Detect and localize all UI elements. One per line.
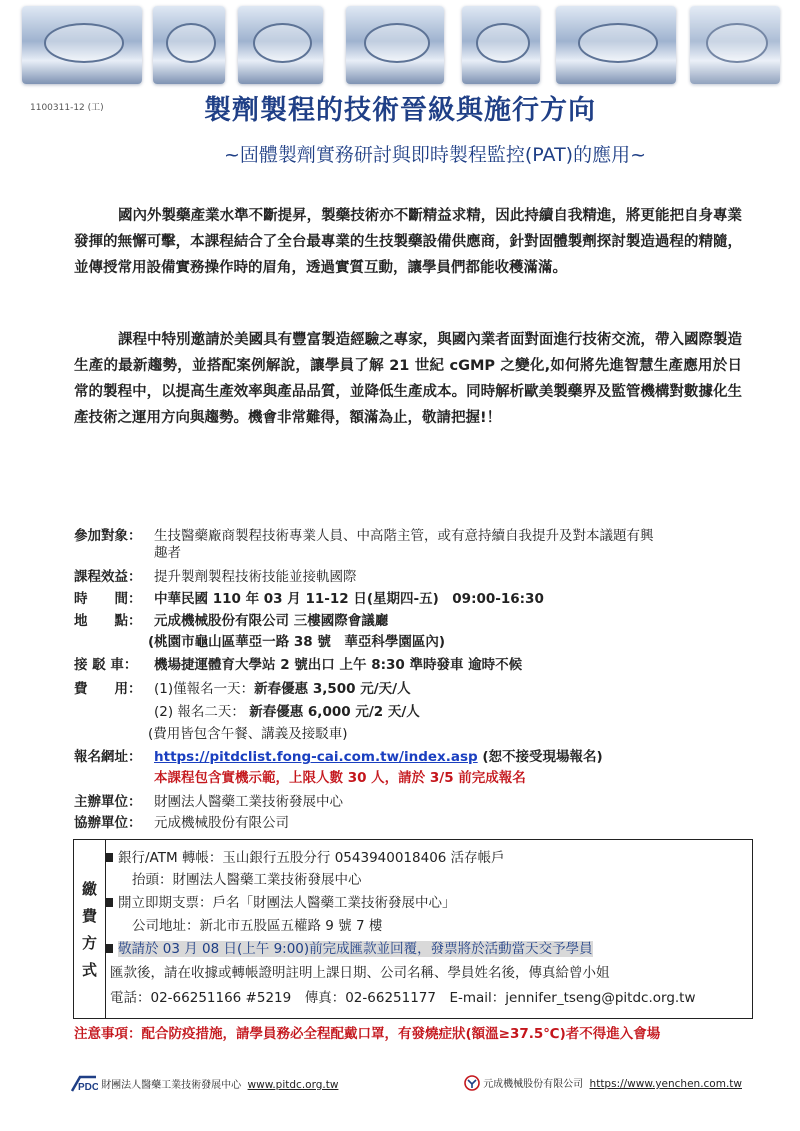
svg-text:PDC: PDC — [78, 1082, 98, 1093]
yenchen-logo-icon — [464, 1075, 480, 1091]
info-co-host: 協辦單位： 元成機械股份有限公司 — [74, 815, 289, 831]
machine-image — [346, 6, 444, 84]
intro-paragraph-1 — [74, 203, 742, 281]
payment-payee: 抬頭：財團法人醫藥工業技術發展中心 — [132, 872, 362, 888]
bullet-icon — [106, 853, 113, 862]
info-audience: 參加對象： 生技醫藥廠商製程技術專業人員、中高階主管，或有意持續自我提升及對本議題有興 — [74, 528, 654, 544]
page-title: 製劑製程的技術晉級與施行方向 — [204, 95, 596, 126]
registration-warning: 本課程包含實機示範，上限人數 30 人，請於 3/5 前完成報名 — [154, 770, 526, 786]
info-registration: 報名網址： https://pitdclist.fong-cai.com.tw/index.asp (恕不接受現場報名) — [74, 749, 603, 765]
footer-left: PDC 財團法人醫藥工業技術發展中心 www.pitdc.org.tw — [70, 1075, 338, 1093]
course-info — [74, 526, 764, 836]
info-host: 主辦單位： 財團法人醫藥工業技術發展中心 — [74, 794, 343, 810]
info-fee-note: (費用皆包含午餐、講義及接駁車) — [148, 726, 348, 742]
machine-image — [238, 6, 323, 84]
payment-contact: 電話：02-66251166 #5219 傳真：02-66251177 E-mail：jennifer_tseng@pitdc.org.tw — [110, 990, 696, 1006]
yenchen-link[interactable]: https://www.yenchen.com.tw — [589, 1078, 742, 1090]
payment-address: 公司地址：新北市五股區五權路 9 號 7 樓 — [132, 918, 383, 934]
machine-image — [556, 6, 676, 84]
info-fee: 費 用： (1)僅報名一天：新春優惠 3,500 元/天/人 — [74, 681, 411, 697]
machine-image — [153, 6, 225, 84]
bullet-icon — [106, 898, 113, 907]
info-place-address: (桃園市龜山區華亞一路 38 號 華亞科學園區內) — [148, 634, 446, 650]
machine-image — [462, 6, 540, 84]
intro-text-1: 國內外製藥產業水準不斷提昇，製藥技術亦不斷精益求精，因此持續自我精進，將更能把自身專業發揮的無懈可擊，本課程結合了全台最專業的生技製藥設備供應商，針對固體製劑探討製造過程的精隨，並傳授常用設備實務操作時的眉角，透過實質互動，讓學員們都能收穫滿滿。 — [74, 208, 742, 276]
payment-box — [73, 839, 753, 1019]
bullet-icon — [106, 944, 113, 953]
payment-label: 繳 費 方 式 — [74, 840, 106, 1018]
footer-right: 元成機械股份有限公司 https://www.yenchen.com.tw — [464, 1075, 742, 1091]
payment-deadline: 敬請於 03 月 08 日(上午 9:00)前完成匯款並回覆，發票將於活動當天交予學員 — [106, 937, 593, 957]
payment-instructions: 匯款後，請在收據或轉帳證明註明上課日期、公司名稱、學員姓名後，傳真給曾小姐 — [110, 965, 610, 981]
intro-text-2: 課程中特別邀請於美國具有豐富製造經驗之專家，與國內業者面對面進行技術交流，帶入國際製造生產的最新趨勢，並搭配案例解說，讓學員了解 21 世紀 cGMP 之變化,如何將先進智慧生產應用於日常的製程中，以提高生產效率與產品品質，並降低生產成本。同時解析歐美製藥界及監管機構對數據化生產技術之運用方向與趨勢。機會非常難得，額滿為止，敬請把握!！ — [74, 332, 742, 426]
info-time: 時 間： 中華民國 110 年 03 月 11-12 日(星期四-五) 09:00-16:30 — [74, 591, 544, 607]
payment-check: 開立即期支票：戶名「財團法人醫藥工業技術發展中心」 — [106, 891, 456, 911]
pitdc-logo-icon — [70, 1075, 98, 1093]
payment-bank: 銀行/ATM 轉帳：玉山銀行五股分行 0543940018406 活存帳戶 — [106, 846, 505, 866]
header-banner — [0, 0, 800, 92]
intro-paragraph-2 — [74, 327, 742, 431]
document-code: 1100311-12 (工) — [30, 103, 104, 113]
info-benefit: 課程效益： 提升製劑製程技術技能並接軌國際 — [74, 569, 357, 585]
info-shuttle: 接 駁 車： 機場捷運體育大學站 2 號出口 上午 8:30 準時發車 逾時不候 — [74, 657, 523, 673]
notice: 注意事項：配合防疫措施，請學員務必全程配戴口罩，有發燒症狀(額溫≥37.5℃)者不得進入會場 — [74, 1026, 661, 1042]
registration-link[interactable]: https://pitdclist.fong-cai.com.tw/index.asp — [154, 749, 478, 765]
machine-image — [690, 6, 780, 84]
machine-image — [22, 6, 142, 84]
info-fee-2: (2) 報名二天： 新春優惠 6,000 元/2 天/人 — [154, 704, 420, 720]
info-audience-cont: 趣者 — [154, 545, 181, 561]
info-place: 地 點： 元成機械股份有限公司 三樓國際會議廳 — [74, 613, 389, 629]
pitdc-link[interactable]: www.pitdc.org.tw — [247, 1079, 339, 1091]
page-subtitle: ~固體製劑實務研討與即時製程監控(PAT)的應用~ — [223, 144, 647, 166]
